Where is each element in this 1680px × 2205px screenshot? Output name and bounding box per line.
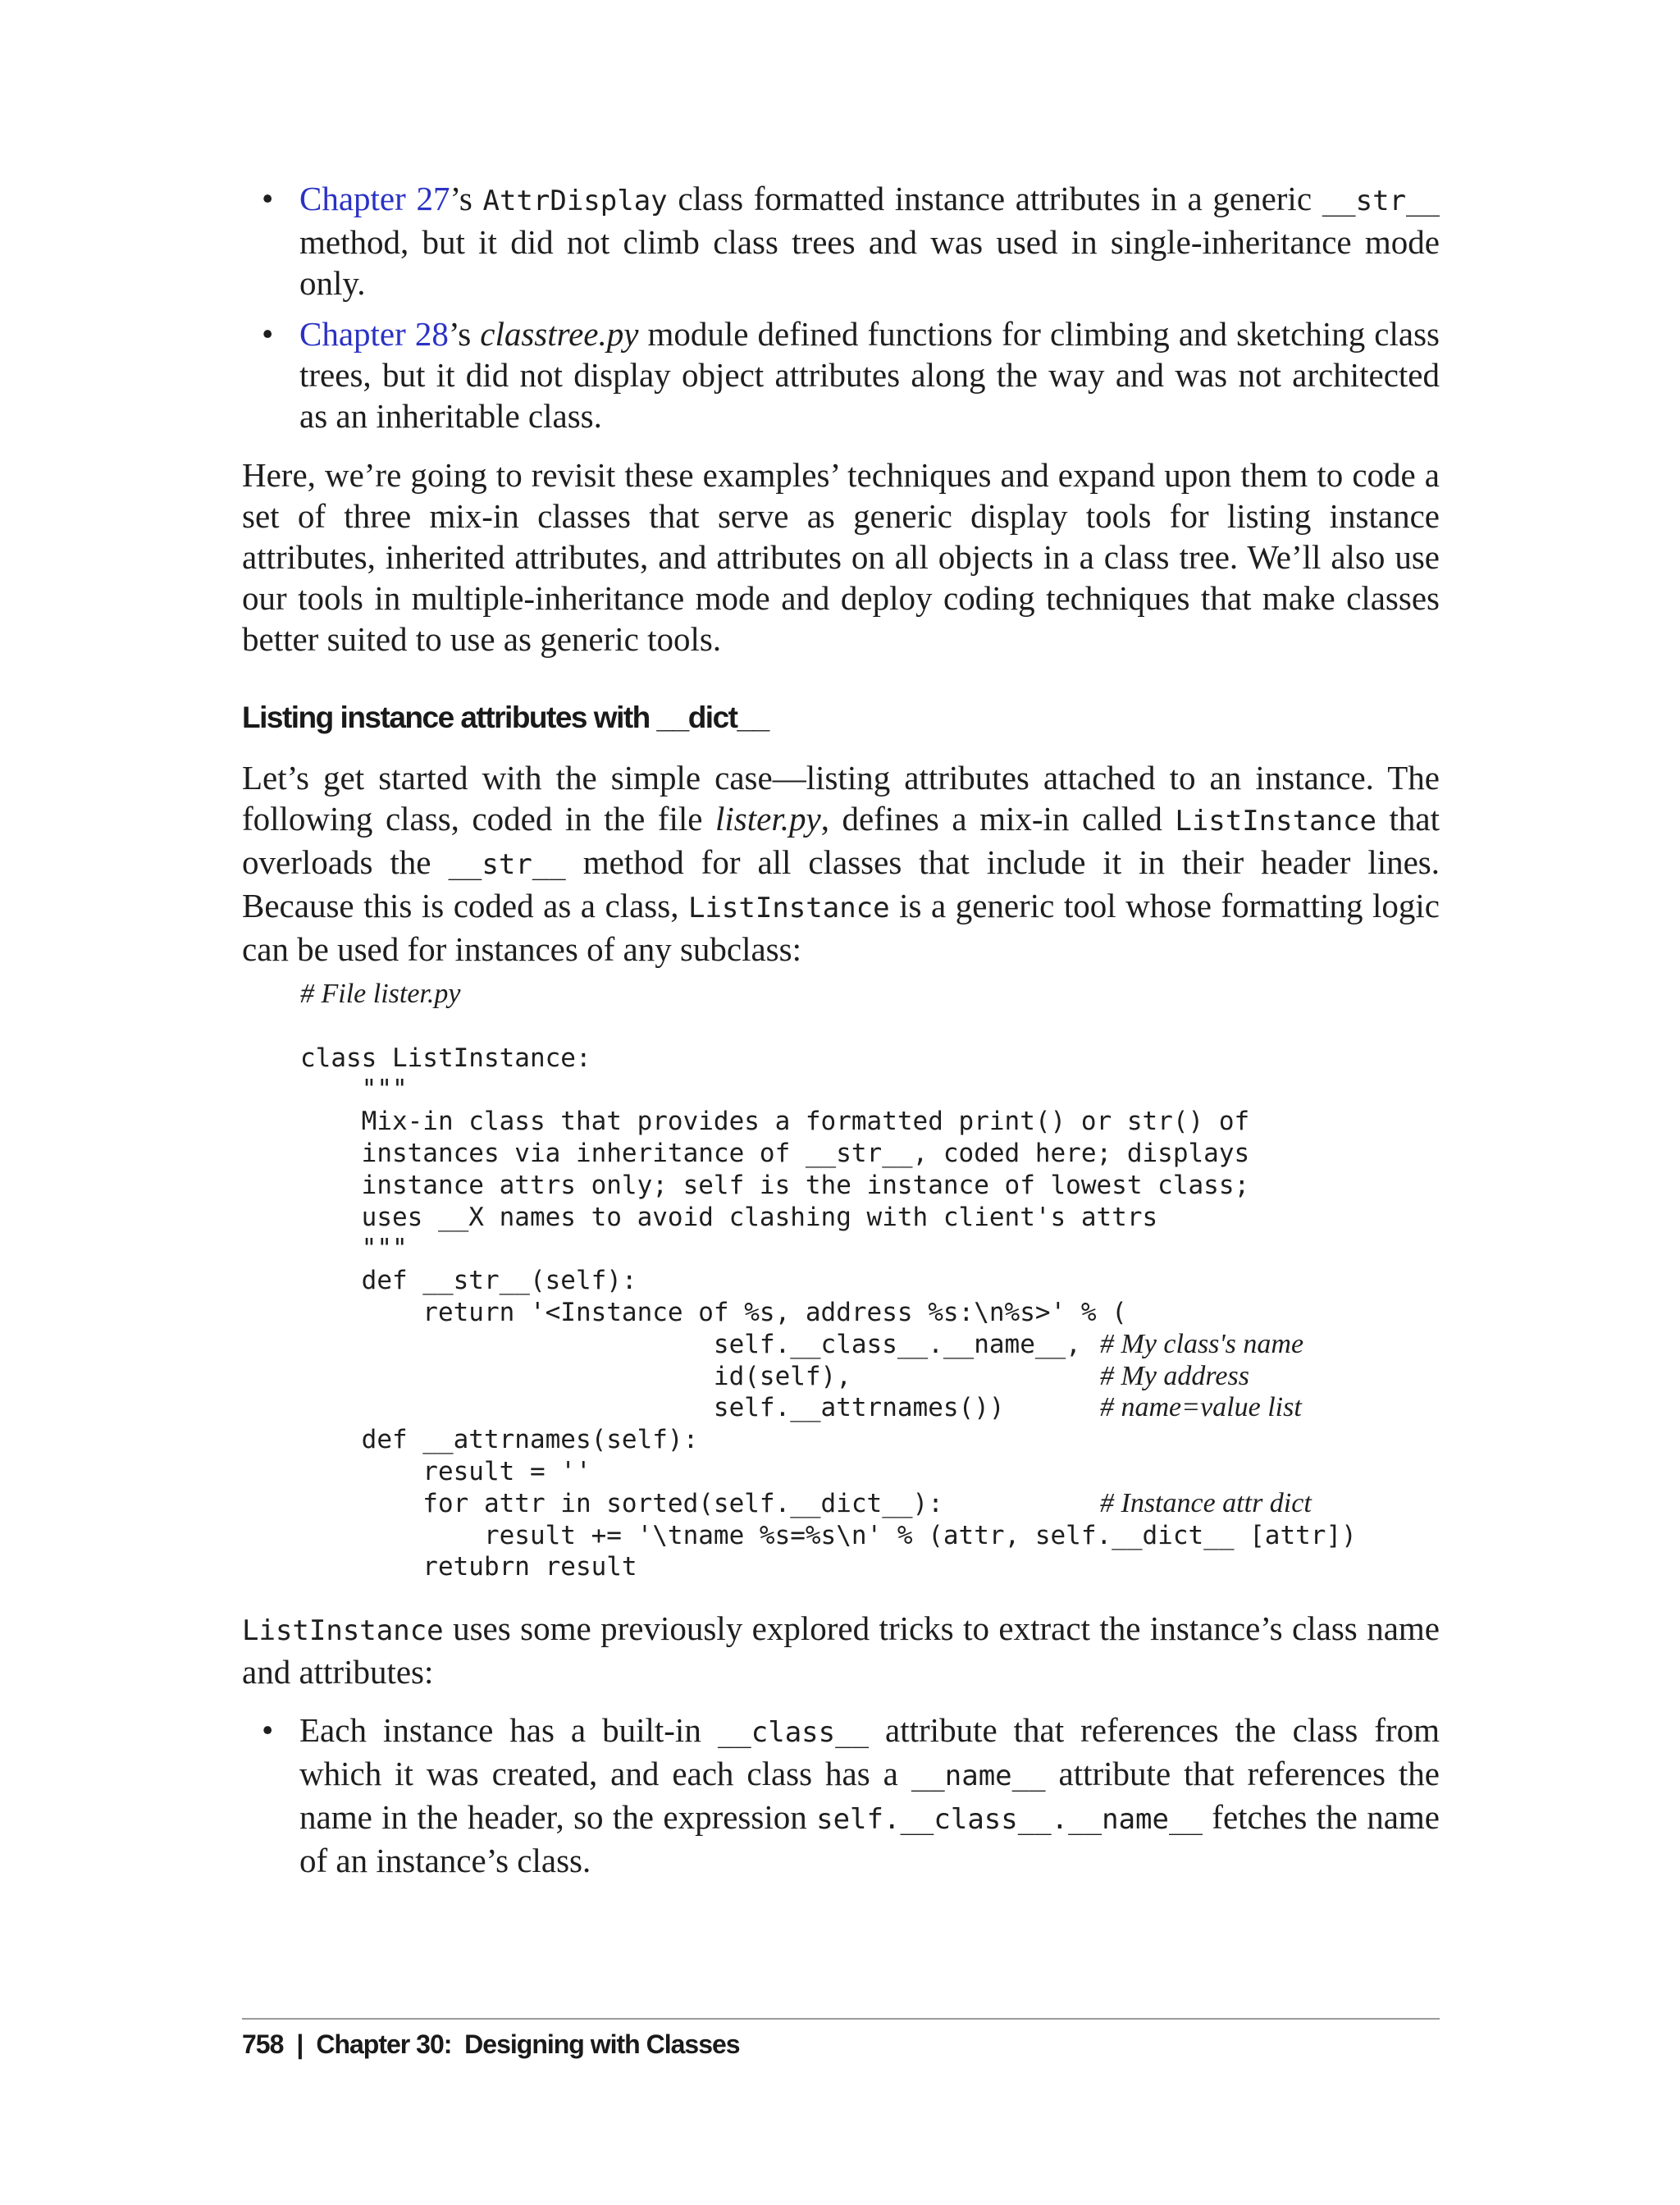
code-line: def __attrnames(self):	[300, 1425, 699, 1455]
code-comment: # name=value list	[1100, 1392, 1302, 1423]
body-paragraph: Let’s get started with the simple case—listing attributes attached to an instance. The following class, coded in the file lister.py, defines a mix-in called ListInstance that overloads the __str__ method for all classes that include it in their header lines. Because this is coded as a class, ListInstance is a generic tool whose formatting logic can be used for instances of any subclass:	[242, 759, 1440, 968]
code-line: for attr in sorted(self.__dict__): # Instance attr dict	[300, 1487, 1312, 1518]
code-line: instances via inheritance of __str__, coded here; displays	[300, 1138, 1250, 1168]
inline-code: __str__	[448, 848, 566, 881]
bullet-icon: •	[262, 315, 274, 353]
bullet-icon: •	[262, 180, 274, 217]
code-line: self.__class__.__name__, # My class's name	[300, 1328, 1304, 1359]
code-line: result += '\tname %s=%s\n' % (attr, self.__dict__ [attr])	[300, 1520, 1357, 1550]
body-paragraph: ListInstance uses some previously explored tricks to extract the instance’s class name and attributes:	[242, 1609, 1440, 1691]
inline-code: ListInstance	[687, 892, 890, 924]
code-file-comment: # File lister.py	[300, 979, 461, 1009]
bullet-list-top	[242, 178, 1440, 436]
chapter-link[interactable]: Chapter 28	[299, 315, 449, 353]
inline-code: __class__	[717, 1716, 870, 1749]
file-name: lister.py	[715, 800, 821, 838]
code-line: instance attrs only; self is the instance of lowest class;	[300, 1170, 1250, 1200]
file-name: classtree.py	[480, 315, 639, 353]
inline-code: AttrDisplay	[482, 185, 668, 217]
code-comment: # Instance attr dict	[1100, 1487, 1312, 1518]
code-line: def __str__(self):	[300, 1266, 637, 1296]
code-line: uses __X names to avoid clashing with client's attrs	[300, 1202, 1158, 1232]
inline-code: ListInstance	[242, 1614, 444, 1647]
code-line: Mix-in class that provides a formatted print() or str() of	[300, 1107, 1250, 1137]
code-comment: # My address	[1100, 1360, 1249, 1391]
bullet-list-bottom	[242, 1710, 1440, 1881]
inline-code: ListInstance	[1175, 805, 1376, 838]
code-line: class ListInstance:	[300, 1043, 591, 1073]
code-line: result = ''	[300, 1456, 591, 1486]
section-heading: Listing instance attributes with __dict__	[242, 701, 769, 734]
list-item: • Each instance has a built-in __class__ attribute that references the class from which it was created, and each class has a __name__ attribute that references the name in the header, so the expression self.__class__.__name__ fetches the name of an instance’s class.	[262, 1711, 1440, 1879]
list-item: • Chapter 27’s AttrDisplay class formatted instance attributes in a generic __str__ method, but it did not climb class trees and was used in single-inheritance mode only.	[262, 180, 1440, 302]
code-line: """	[300, 1075, 408, 1105]
page-number: 758	[242, 2029, 284, 2059]
footer-separator: |	[296, 2029, 304, 2059]
inline-code: __str__	[1322, 185, 1440, 217]
code-comment: # My class's name	[1100, 1328, 1304, 1359]
footer-rule	[242, 2018, 1440, 2020]
code-line: self.__attrnames()) # name=value list	[300, 1392, 1302, 1423]
page-footer	[242, 2029, 740, 2060]
chapter-link[interactable]: Chapter 27	[299, 180, 450, 217]
code-line: """	[300, 1234, 408, 1264]
footer-chapter-title: Chapter 30: Designing with Classes	[316, 2029, 740, 2059]
inline-code: __name__	[911, 1760, 1046, 1792]
code-line: retubrn result	[300, 1552, 637, 1582]
intro-paragraph: Here, we’re going to revisit these examples’ techniques and expand upon them to code a set of three mix-in classes that serve as generic display tools for listing instance attributes, inherited attributes, and attributes on all objects in a class tree. We’ll also use our tools in multiple-inheritance mode and deploy coding techniques that make classes better suited to use as generic tools.	[242, 456, 1440, 658]
code-line: return '<Instance of %s, address %s:\n%s>' % (	[300, 1297, 1127, 1327]
list-item: • Chapter 28’s classtree.py module defined functions for climbing and sketching class trees, but it did not display object attributes along the way and was not architected as an inheritable class.	[262, 315, 1440, 435]
code-line	[300, 1011, 1449, 1043]
bullet-icon: •	[262, 1711, 274, 1749]
inline-code: self.__class__.__name__	[816, 1803, 1203, 1836]
code-line: id(self), # My address	[300, 1360, 1249, 1391]
code-listing	[300, 979, 1449, 1583]
